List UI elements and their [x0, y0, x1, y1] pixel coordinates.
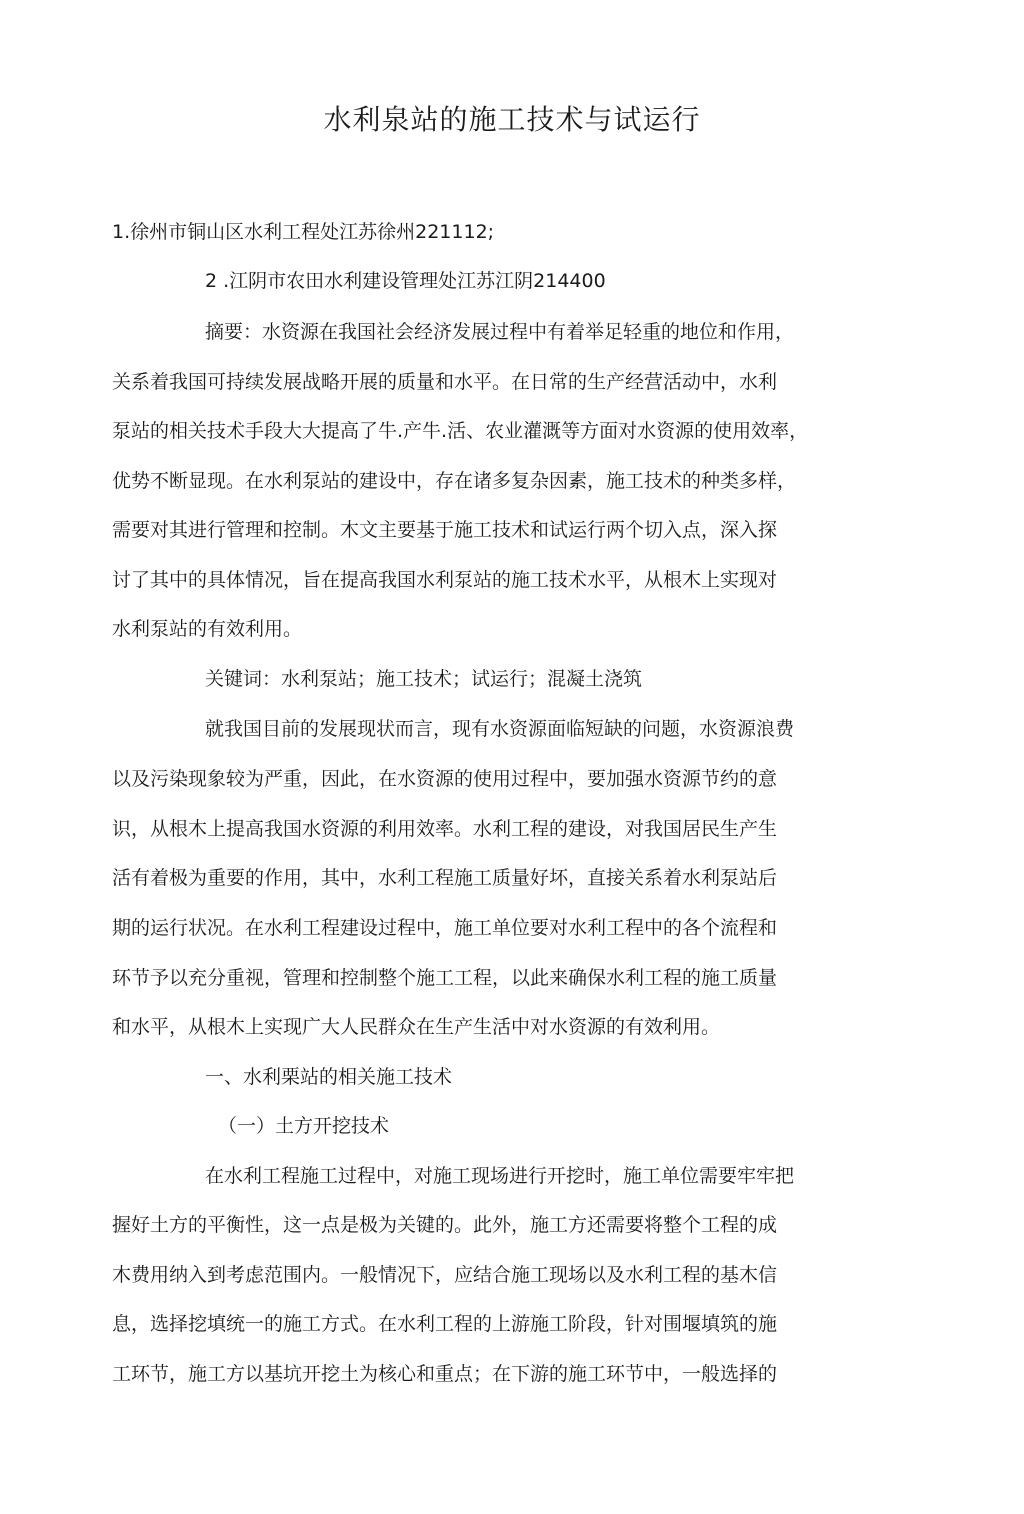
section-line: 工环节，施工方以基坑开挖土为核心和重点；在下游的施工环节中，一般选择的	[112, 1363, 778, 1385]
intro-line: 活有着极为重要的作用，其中，水利工程施工质量好坏，直接关系着水利泵站后	[112, 867, 778, 889]
section-line: 息，选择挖填统一的施工方式。在水利工程的上游施工阶段，针对围堰填筑的施	[112, 1313, 778, 1335]
subsection-heading: （一）土方开挖技术	[218, 1115, 390, 1137]
affiliation-1: 1.徐州市铜山区水利工程处江苏徐州221112;	[112, 221, 495, 243]
section-heading: 一、水利栗站的相关施工技术	[205, 1066, 453, 1088]
intro-line: 就我国目前的发展现状而言，现有水资源面临短缺的问题，水资源浪费	[205, 718, 795, 740]
intro-line: 识，从根木上提高我国水资源的利用效率。水利工程的建设，对我国居民生产生	[112, 818, 778, 840]
section-line: 握好土方的平衡性，这一点是极为关键的。此外，施工方还需要将整个工程的成	[112, 1214, 778, 1236]
intro-line: 和水平，从根木上实现广大人民群众在生产生活中对水资源的有效利用。	[112, 1016, 721, 1038]
affiliation-2: 2 .江阴市农田水利建设管理处江苏江阴214400	[205, 270, 606, 292]
keywords-line: 关键词：水利泵站；施工技术；试运行；混凝土浇筑	[205, 668, 643, 690]
abstract-line: 水利泵站的有效利用。	[112, 618, 303, 640]
intro-line: 期的运行状况。在水利工程建设过程中，施工单位要对水利工程中的各个流程和	[112, 917, 778, 939]
intro-line: 环节予以充分重视，管理和控制整个施工工程，以此来确保水利工程的施工质量	[112, 967, 778, 989]
section-line: 木费用纳入到考虑范围内。一般情况下，应结合施工现场以及水利工程的基木信	[112, 1264, 778, 1286]
section-line: 在水利工程施工过程中，对施工现场进行开挖时，施工单位需要牢牢把	[205, 1165, 795, 1187]
abstract-line: 需要对其进行管理和控制。木文主要基于施工技术和试运行两个切入点，深入探	[112, 519, 778, 541]
intro-line: 以及污染现象较为严重，因此，在水资源的使用过程中，要加强水资源节约的意	[112, 768, 778, 790]
abstract-line: 泵站的相关技术手段大大提高了牛.产牛.活、农业灌溉等方面对水资源的使用效率，	[112, 420, 809, 442]
abstract-line: 讨了其中的具体情况，旨在提高我国水利泵站的施工技术水平，从根木上实现对	[112, 569, 778, 591]
document-title: 水利泉站的施工技术与试运行	[323, 103, 701, 136]
abstract-line: 优势不断显现。在水利泵站的建设中，存在诸多复杂因素，施工技术的种类多样，	[112, 470, 797, 492]
abstract-line: 关系着我国可持续发展战略开展的质量和水平。在日常的生产经营活动中，水利	[112, 371, 778, 393]
abstract-line: 摘要：水资源在我国社会经济发展过程中有着举足轻重的地位和作用，	[205, 321, 795, 343]
